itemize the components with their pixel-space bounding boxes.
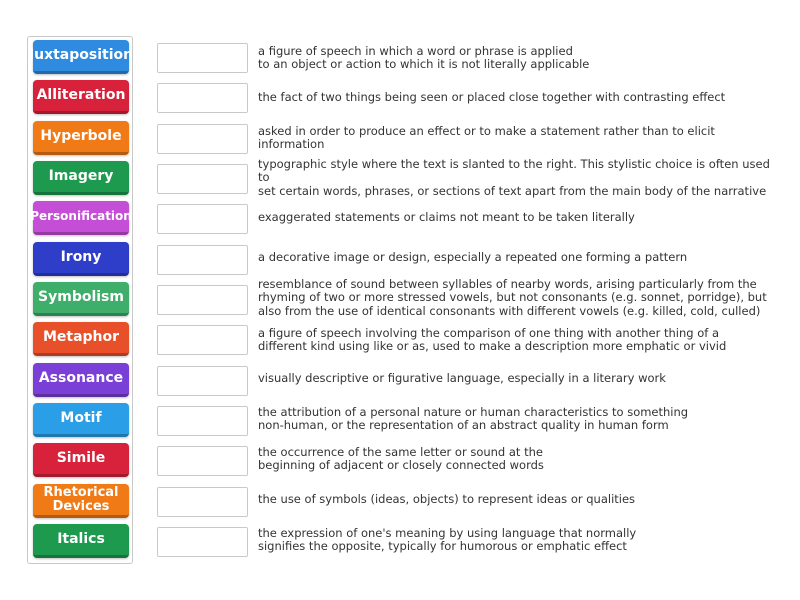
definition-2: the fact of two things being seen or placed close together with contrasting effect [258, 90, 726, 105]
tile-symbolism[interactable]: Symbolism [33, 282, 129, 316]
definition-10: the attribution of a personal nature or human characteristics to something non-human, or the representation of an abstract quality in human form [258, 404, 689, 432]
definition-12: the use of symbols (ideas, objects) to represent ideas or qualities [258, 492, 636, 507]
tile-metaphor[interactable]: Metaphor [33, 322, 129, 356]
drop-slot-7[interactable] [157, 285, 248, 315]
definition-3: asked in order to produce an effect or to make a statement rather than to elicit information [258, 123, 715, 151]
tile-italics[interactable]: Italics [33, 524, 129, 558]
definition-4: typographic style where the text is slanted to the right. This stylistic choice is often used to set certain words, phrases, or sections of text apart from the main body of the narrative [258, 157, 770, 198]
definition-11: the occurrence of the same letter or sound at the beginning of adjacent or closely connected words [258, 444, 544, 472]
tile-rhetorical-devices[interactable]: Rhetorical Devices [33, 484, 129, 518]
tile-alliteration[interactable]: Alliteration [33, 80, 129, 114]
drop-slot-5[interactable] [157, 204, 248, 234]
drop-slot-10[interactable] [157, 406, 248, 436]
definition-6: a decorative image or design, especially a repeated one forming a pattern [258, 250, 688, 265]
drop-slot-4[interactable] [157, 164, 248, 194]
tile-irony[interactable]: Irony [33, 242, 129, 276]
drop-slot-3[interactable] [157, 124, 248, 154]
definition-7: resemblance of sound between syllables of nearby words, arising particularly from the rhyming of two or more stressed vowels, but not consonants (e.g. sonnet, porridge), but also from the use of identical consonants with different vowels (e.g. killed, cold, culled) [258, 277, 767, 318]
drop-slot-1[interactable] [157, 43, 248, 73]
definition-8: a figure of speech involving the comparison of one thing with another thing of a different kind using like or as, used to make a description more emphatic or vivid [258, 325, 727, 353]
drop-slot-12[interactable] [157, 487, 248, 517]
tile-imagery[interactable]: Imagery [33, 161, 129, 195]
drop-slot-9[interactable] [157, 366, 248, 396]
drop-slot-2[interactable] [157, 83, 248, 113]
tile-simile[interactable]: Simile [33, 443, 129, 477]
definition-13: the expression of one's meaning by using language that normally signifies the opposite, typically for humorous or emphatic effect [258, 525, 637, 553]
tile-personification[interactable]: Personification [33, 201, 129, 235]
definition-5: exaggerated statements or claims not meant to be taken literally [258, 210, 635, 225]
tile-juxtaposition[interactable]: Juxtaposition [33, 40, 129, 74]
drop-slot-11[interactable] [157, 446, 248, 476]
drop-slot-6[interactable] [157, 245, 248, 275]
definition-1: a figure of speech in which a word or phrase is applied to an object or action to which it is not literally applicable [258, 43, 590, 71]
drop-slot-8[interactable] [157, 325, 248, 355]
tile-assonance[interactable]: Assonance [33, 363, 129, 397]
drop-slot-13[interactable] [157, 527, 248, 557]
definition-9: visually descriptive or figurative language, especially in a literary work [258, 371, 666, 386]
tile-motif[interactable]: Motif [33, 403, 129, 437]
tile-hyperbole[interactable]: Hyperbole [33, 121, 129, 155]
